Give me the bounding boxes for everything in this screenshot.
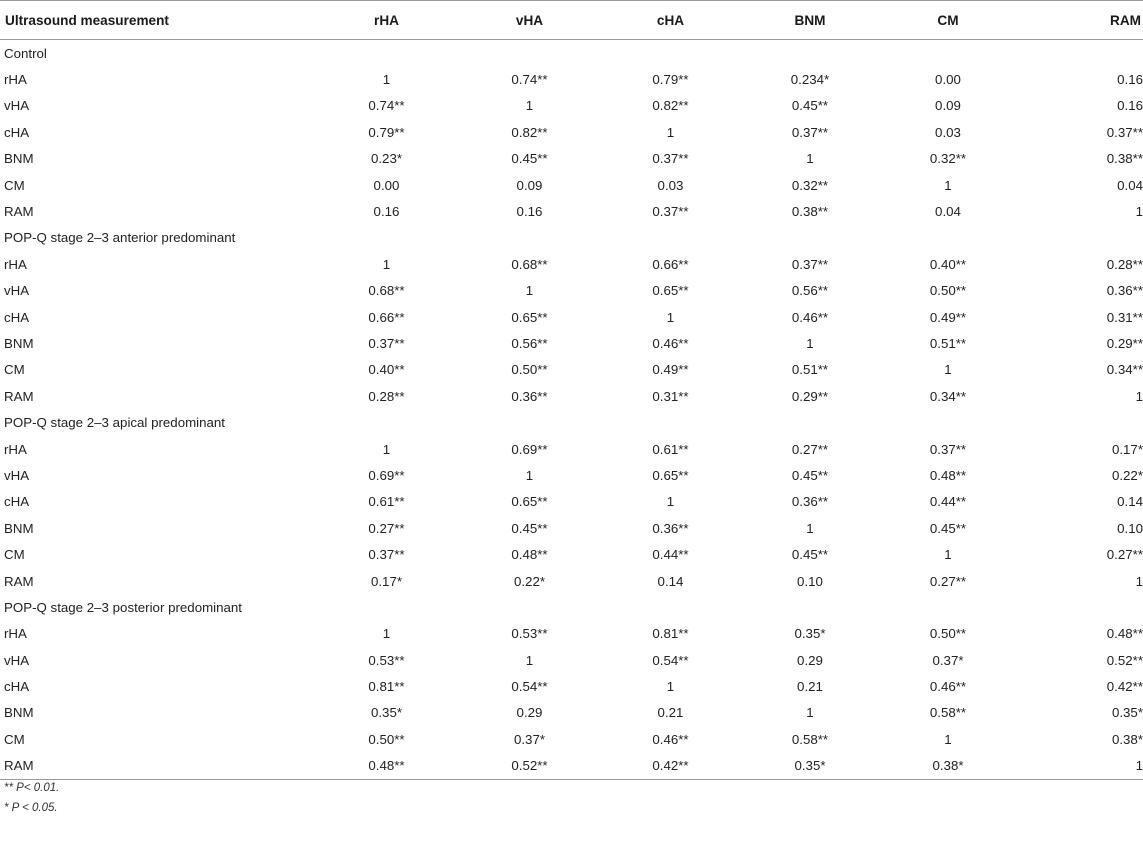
- table-cell: 0.29: [516, 705, 543, 721]
- table-cell: 0.36**: [652, 520, 689, 536]
- row-label: RAM: [0, 753, 314, 780]
- table-cell: 1: [382, 72, 391, 88]
- table-cell: 0.27**: [368, 520, 405, 536]
- table-cell: 0.69**: [368, 467, 405, 483]
- table-row: [0, 436, 1143, 462]
- table-cell: 0.46**: [791, 309, 829, 325]
- table-cell: 0.37**: [791, 256, 829, 272]
- table-cell: 0.27**: [929, 573, 967, 589]
- table-row: [0, 489, 1143, 515]
- table-cell: 0.17*: [370, 573, 403, 589]
- table-cell: 0.37*: [513, 731, 546, 747]
- table-cell: 0.38*: [879, 753, 1017, 780]
- table-row: [0, 146, 1143, 172]
- header-vha: vHA: [459, 1, 600, 40]
- row-label: BNM: [4, 151, 34, 167]
- header-cm: CM: [879, 1, 1017, 40]
- row-label: vHA: [4, 652, 30, 668]
- table-cell: 0.53**: [511, 626, 548, 642]
- table-cell: 0.46**: [929, 679, 967, 695]
- table-cell: 0.52**: [1106, 652, 1143, 668]
- table-cell: 0.16: [516, 204, 543, 220]
- table-row: [0, 753, 1143, 780]
- table-cell: 1: [1017, 753, 1143, 780]
- table-cell: 0.37**: [368, 547, 405, 563]
- table-cell: 0.65**: [652, 467, 689, 483]
- table-cell: 0.40**: [368, 362, 405, 378]
- table-cell: 0.22*: [513, 573, 546, 589]
- table-cell: 1: [944, 177, 952, 193]
- table-cell: 1: [666, 679, 675, 695]
- header-ultrasound-measurement: Ultrasound measurement: [0, 1, 314, 40]
- table-cell: 1: [806, 705, 814, 721]
- table-cell: 0.48**: [314, 753, 459, 780]
- row-label: vHA: [4, 467, 30, 483]
- table-cell: 0.00: [373, 177, 400, 193]
- table-cell: 0.37**: [368, 335, 405, 351]
- table-cell: 0.50**: [929, 283, 967, 299]
- table-cell: 0.31**: [1106, 309, 1143, 325]
- table-cell: 0.40**: [929, 256, 967, 272]
- row-label: CM: [4, 731, 25, 747]
- table-cell: 0.16: [373, 204, 400, 220]
- table-row: [0, 515, 1143, 541]
- table-cell: 0.46**: [652, 335, 689, 351]
- table-cell: 0.27**: [1106, 547, 1143, 563]
- table-cell: 1: [525, 467, 534, 483]
- row-label: CM: [4, 177, 25, 193]
- table-cell: 1: [944, 547, 952, 563]
- table-cell: 0.79**: [368, 124, 405, 140]
- table-cell: 0.36**: [511, 388, 548, 404]
- table-row: [0, 119, 1143, 145]
- table-cell: 0.23*: [370, 151, 403, 167]
- table-cell: 0.27**: [791, 441, 829, 457]
- table-cell: 1: [1135, 573, 1143, 589]
- row-label: cHA: [4, 124, 30, 140]
- table-row: [0, 66, 1143, 92]
- table-cell: 0.31**: [652, 388, 689, 404]
- table-cell: 0.37**: [652, 204, 689, 220]
- table-cell: 0.45**: [791, 98, 829, 114]
- table-cell: 0.37**: [652, 151, 689, 167]
- table-cell: 0.49**: [929, 309, 967, 325]
- table-cell: 0.54**: [652, 652, 689, 668]
- table-row: [0, 198, 1143, 224]
- table-cell: 0.09: [935, 98, 961, 114]
- table-cell: 0.50**: [511, 362, 548, 378]
- table-cell: 0.29**: [1106, 335, 1143, 351]
- table-cell: 0.09: [516, 177, 543, 193]
- table-cell: 0.54**: [511, 679, 548, 695]
- table-cell: 0.51**: [791, 362, 829, 378]
- table-cell: 0.35*: [1111, 705, 1143, 721]
- table-cell: 0.32**: [929, 151, 967, 167]
- group-header-row: [0, 225, 1143, 251]
- table-cell: 0.22*: [1111, 467, 1143, 483]
- table-row: [0, 383, 1143, 409]
- header-cha: cHA: [600, 1, 741, 40]
- table-cell: 0.49**: [652, 362, 689, 378]
- table-cell: 0.45**: [791, 467, 829, 483]
- table-body: [0, 40, 1143, 780]
- table-cell: 0.82**: [511, 124, 548, 140]
- table-cell: 0.50**: [368, 731, 405, 747]
- table-cell: 0.16: [1117, 98, 1143, 114]
- table-cell: 0.42**: [1106, 679, 1143, 695]
- table-cell: 0.42**: [600, 753, 741, 780]
- table-cell: 0.34**: [929, 388, 967, 404]
- table-row: [0, 93, 1143, 119]
- table-cell: 0.58**: [791, 731, 829, 747]
- row-label: BNM: [4, 520, 34, 536]
- table-cell: 0.04: [935, 204, 961, 220]
- table-cell: 0.53**: [368, 652, 405, 668]
- table-cell: 0.51**: [929, 335, 967, 351]
- table-cell: 1: [525, 283, 534, 299]
- table-cell: 1: [382, 626, 391, 642]
- row-label: RAM: [4, 388, 34, 404]
- group-header-row: [0, 40, 1143, 67]
- group-header-row: [0, 594, 1143, 620]
- table-cell: 0.48**: [1106, 626, 1143, 642]
- table-cell: 0.17*: [1111, 441, 1143, 457]
- table-cell: 1: [666, 494, 675, 510]
- header-ram: RAM: [1017, 1, 1143, 40]
- row-label: rHA: [4, 72, 27, 88]
- table-cell: 0.03: [935, 124, 961, 140]
- table-cell: 1: [1135, 388, 1143, 404]
- row-label: RAM: [4, 204, 34, 220]
- table-cell: 0.68**: [511, 256, 548, 272]
- row-label: BNM: [4, 335, 34, 351]
- table-cell: 1: [382, 256, 391, 272]
- table-cell: 0.21: [797, 679, 823, 695]
- table-cell: 0.34**: [1106, 362, 1143, 378]
- header-rha: rHA: [314, 1, 459, 40]
- table-cell: 0.234*: [790, 72, 830, 88]
- table-cell: 1: [666, 309, 675, 325]
- table-cell: 0.03: [657, 177, 684, 193]
- row-label: cHA: [4, 679, 30, 695]
- table-cell: 1: [525, 98, 534, 114]
- table-row: [0, 726, 1143, 752]
- table-cell: 0.66**: [652, 256, 689, 272]
- table-cell: 0.38*: [1111, 731, 1143, 747]
- table-cell: 0.74**: [368, 98, 405, 114]
- table-cell: 0.35*: [794, 626, 826, 642]
- table-cell: 1: [806, 335, 814, 351]
- table-cell: 1: [525, 652, 534, 668]
- table-cell: 0.46**: [652, 731, 689, 747]
- footnote-p-005: * P < 0.05.: [4, 802, 58, 814]
- table-cell: 0.65**: [511, 309, 548, 325]
- table-cell: 0.37**: [791, 124, 829, 140]
- row-label: CM: [4, 547, 25, 563]
- table-cell: 0.74**: [511, 72, 548, 88]
- table-row: [0, 251, 1143, 277]
- table-cell: 1: [666, 124, 675, 140]
- table-cell: 0.36**: [791, 494, 829, 510]
- table-cell: 0.36**: [1106, 283, 1143, 299]
- table-row: [0, 172, 1143, 198]
- row-label: rHA: [4, 626, 27, 642]
- group-title: POP-Q stage 2–3 apical predominant: [4, 415, 226, 431]
- table-cell: 0.37**: [1106, 124, 1143, 140]
- table-cell: 1: [806, 520, 814, 536]
- row-label: CM: [4, 362, 25, 378]
- table-cell: 0.14: [657, 573, 684, 589]
- table-cell: 0.69**: [511, 441, 548, 457]
- table-cell: 1: [944, 731, 952, 747]
- table-cell: 0.61**: [368, 494, 405, 510]
- table-cell: 0.37**: [929, 441, 967, 457]
- table-cell: 0.66**: [368, 309, 405, 325]
- table-row: [0, 357, 1143, 383]
- table-cell: 0.29**: [791, 388, 829, 404]
- table-cell: 0.45**: [791, 547, 829, 563]
- table-cell: 0.45**: [511, 520, 548, 536]
- group-header-row: [0, 409, 1143, 435]
- table-cell: 0.21: [657, 705, 684, 721]
- table-cell: 0.82**: [652, 98, 689, 114]
- table-cell: 0.56**: [791, 283, 829, 299]
- table-cell: 0.81**: [368, 679, 405, 695]
- table-cell: 0.45**: [511, 151, 548, 167]
- table-cell: 0.37*: [932, 652, 964, 668]
- table-cell: 0.79**: [652, 72, 689, 88]
- table-header-row: [0, 1, 1143, 40]
- table-cell: 0.35*: [741, 753, 879, 780]
- table-row: [0, 278, 1143, 304]
- table-cell: 0.56**: [511, 335, 548, 351]
- table-cell: 0.65**: [652, 283, 689, 299]
- table-cell: 0.10: [797, 573, 823, 589]
- table-cell: 1: [382, 441, 391, 457]
- table-cell: 0.38**: [1106, 151, 1143, 167]
- table-cell: 0.00: [935, 72, 961, 88]
- table-cell: 0.32**: [791, 177, 829, 193]
- row-label: rHA: [4, 256, 27, 272]
- table-cell: 0.81**: [652, 626, 689, 642]
- table-cell: 0.68**: [368, 283, 405, 299]
- table-cell: 0.04: [1117, 177, 1143, 193]
- table-cell: 0.38**: [791, 204, 829, 220]
- table-cell: 0.50**: [929, 626, 967, 642]
- table-cell: 0.10: [1117, 520, 1143, 536]
- table-cell: 1: [1135, 204, 1143, 220]
- group-title: Control: [4, 45, 47, 61]
- table-cell: 0.65**: [511, 494, 548, 510]
- table-cell: 0.45**: [929, 520, 967, 536]
- table-cell: 0.58**: [929, 705, 967, 721]
- table-row: [0, 621, 1143, 647]
- table-cell: 0.61**: [652, 441, 689, 457]
- table-row: [0, 568, 1143, 594]
- table-row: [0, 700, 1143, 726]
- group-title: POP-Q stage 2–3 anterior predominant: [4, 230, 236, 246]
- table-row: [0, 304, 1143, 330]
- table-cell: 0.44**: [929, 494, 967, 510]
- group-title: POP-Q stage 2–3 posterior predominant: [4, 599, 242, 615]
- table-row: [0, 541, 1143, 567]
- row-label: RAM: [4, 573, 34, 589]
- footnote-p-001: ** P< 0.01.: [4, 782, 60, 794]
- table-cell: 0.28**: [368, 388, 405, 404]
- table-cell: 0.52**: [459, 753, 600, 780]
- table-cell: 0.28**: [1106, 256, 1143, 272]
- table-row: [0, 330, 1143, 356]
- table-cell: 1: [944, 362, 952, 378]
- table-cell: 0.48**: [511, 547, 548, 563]
- table-cell: 0.29: [797, 652, 823, 668]
- table-cell: 0.16: [1117, 72, 1143, 88]
- row-label: cHA: [4, 494, 30, 510]
- table-row: [0, 462, 1143, 488]
- table-row: [0, 673, 1143, 699]
- row-label: vHA: [4, 283, 30, 299]
- row-label: vHA: [4, 98, 30, 114]
- row-label: BNM: [4, 705, 34, 721]
- table-cell: 0.14: [1117, 494, 1143, 510]
- table-cell: 1: [806, 151, 814, 167]
- table-cell: 0.35*: [370, 705, 403, 721]
- table-row: [0, 647, 1143, 673]
- row-label: cHA: [4, 309, 30, 325]
- row-label: rHA: [4, 441, 27, 457]
- table-cell: 0.44**: [652, 547, 689, 563]
- header-bnm: BNM: [741, 1, 879, 40]
- table-cell: 0.48**: [929, 467, 967, 483]
